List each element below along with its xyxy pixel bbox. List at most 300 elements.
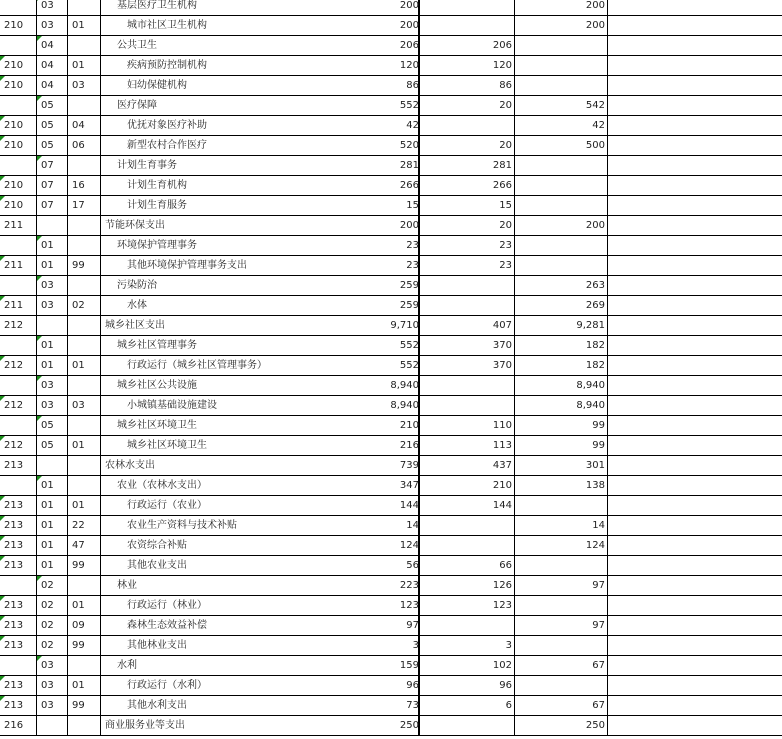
section-code-cell[interactable]: 22 bbox=[68, 516, 101, 536]
section-code-cell[interactable] bbox=[68, 416, 101, 436]
basic-expenditure-cell[interactable] bbox=[420, 516, 515, 536]
basic-expenditure-cell[interactable]: 206 bbox=[420, 36, 515, 56]
basic-expenditure-cell[interactable] bbox=[420, 536, 515, 556]
kind-code-cell[interactable]: 213 bbox=[0, 516, 37, 536]
subject-name-cell[interactable]: 行政运行（林业） bbox=[101, 596, 419, 616]
kind-code-cell[interactable]: 212 bbox=[0, 356, 37, 376]
total-amount[interactable]: 97 bbox=[406, 620, 419, 631]
subject-name-cell[interactable]: 行政运行（农业） bbox=[101, 496, 419, 516]
section-code-cell[interactable]: 01 bbox=[68, 16, 101, 36]
empty-cell[interactable] bbox=[608, 536, 782, 556]
subject-name-cell[interactable]: 节能环保支出 bbox=[101, 216, 419, 236]
total-amount[interactable]: 23 bbox=[406, 240, 419, 251]
empty-cell[interactable] bbox=[608, 156, 782, 176]
basic-expenditure-cell[interactable] bbox=[420, 376, 515, 396]
section-code-cell[interactable] bbox=[68, 716, 101, 736]
empty-cell[interactable] bbox=[608, 96, 782, 116]
empty-cell[interactable] bbox=[608, 236, 782, 256]
subject-name-cell[interactable]: 行政运行（水利） bbox=[101, 676, 419, 696]
subject-name-cell[interactable]: 农资综合补贴 bbox=[101, 536, 419, 556]
total-amount[interactable]: 124 bbox=[399, 540, 419, 551]
basic-expenditure-cell[interactable]: 120 bbox=[420, 56, 515, 76]
kind-code-cell[interactable]: 213 bbox=[0, 536, 37, 556]
item-code-cell[interactable]: 01 bbox=[37, 356, 68, 376]
item-code-cell[interactable]: 02 bbox=[37, 596, 68, 616]
subject-name-cell[interactable]: 水体 bbox=[101, 296, 419, 316]
section-code-cell[interactable] bbox=[68, 316, 101, 336]
section-code-cell[interactable]: 01 bbox=[68, 596, 101, 616]
basic-expenditure-cell[interactable]: 6 bbox=[420, 696, 515, 716]
total-amount[interactable]: 96 bbox=[406, 680, 419, 691]
empty-cell[interactable] bbox=[608, 636, 782, 656]
item-code-cell[interactable]: 02 bbox=[37, 636, 68, 656]
total-amount[interactable]: 14 bbox=[406, 520, 419, 531]
total-amount[interactable]: 259 bbox=[399, 300, 419, 311]
empty-cell[interactable] bbox=[608, 276, 782, 296]
project-expenditure-cell[interactable] bbox=[515, 76, 608, 96]
empty-cell[interactable] bbox=[608, 716, 782, 736]
total-amount[interactable]: 200 bbox=[399, 20, 419, 31]
subject-name-cell[interactable]: 商业服务业等支出 bbox=[101, 716, 419, 736]
item-code-cell[interactable]: 05 bbox=[37, 96, 68, 116]
subject-name-cell[interactable]: 其他环境保护管理事务支出 bbox=[101, 256, 419, 276]
subject-name-cell[interactable]: 农业生产资料与技术补贴 bbox=[101, 516, 419, 536]
item-code-cell[interactable]: 01 bbox=[37, 256, 68, 276]
kind-code-cell[interactable] bbox=[0, 576, 37, 596]
subject-name-cell[interactable]: 妇幼保健机构 bbox=[101, 76, 419, 96]
empty-cell[interactable] bbox=[608, 76, 782, 96]
section-code-cell[interactable]: 03 bbox=[68, 76, 101, 96]
subject-name-cell[interactable]: 行政运行（城乡社区管理事务） bbox=[101, 356, 419, 376]
item-code-cell[interactable]: 01 bbox=[37, 336, 68, 356]
item-code-cell[interactable]: 03 bbox=[37, 16, 68, 36]
kind-code-cell[interactable]: 210 bbox=[0, 116, 37, 136]
project-expenditure-cell[interactable]: 182 bbox=[515, 336, 608, 356]
item-code-cell[interactable]: 01 bbox=[37, 516, 68, 536]
basic-expenditure-cell[interactable] bbox=[420, 296, 515, 316]
kind-code-cell[interactable]: 211 bbox=[0, 296, 37, 316]
kind-code-cell[interactable]: 211 bbox=[0, 256, 37, 276]
kind-code-cell[interactable]: 213 bbox=[0, 596, 37, 616]
project-expenditure-cell[interactable]: 263 bbox=[515, 276, 608, 296]
total-amount[interactable]: 56 bbox=[406, 560, 419, 571]
item-code-cell[interactable]: 05 bbox=[37, 136, 68, 156]
item-code-cell[interactable]: 01 bbox=[37, 536, 68, 556]
section-code-cell[interactable] bbox=[68, 156, 101, 176]
empty-cell[interactable] bbox=[608, 416, 782, 436]
basic-expenditure-cell[interactable]: 20 bbox=[420, 96, 515, 116]
empty-cell[interactable] bbox=[608, 616, 782, 636]
section-code-cell[interactable]: 16 bbox=[68, 176, 101, 196]
basic-expenditure-cell[interactable] bbox=[420, 0, 515, 16]
subject-name-cell[interactable]: 城市社区卫生机构 bbox=[101, 16, 419, 36]
project-expenditure-cell[interactable] bbox=[515, 496, 608, 516]
subject-name-cell[interactable]: 城乡社区环境卫生 bbox=[101, 416, 419, 436]
project-expenditure-cell[interactable]: 301 bbox=[515, 456, 608, 476]
basic-expenditure-cell[interactable]: 123 bbox=[420, 596, 515, 616]
basic-expenditure-cell[interactable]: 110 bbox=[420, 416, 515, 436]
total-amount[interactable]: 200 bbox=[399, 220, 419, 231]
item-code-cell[interactable]: 04 bbox=[37, 56, 68, 76]
empty-cell[interactable] bbox=[608, 516, 782, 536]
kind-code-cell[interactable]: 216 bbox=[0, 716, 37, 736]
subject-name-cell[interactable]: 污染防治 bbox=[101, 276, 419, 296]
basic-expenditure-cell[interactable]: 113 bbox=[420, 436, 515, 456]
basic-expenditure-cell[interactable]: 20 bbox=[420, 136, 515, 156]
project-expenditure-cell[interactable] bbox=[515, 36, 608, 56]
total-amount[interactable]: 250 bbox=[399, 720, 419, 731]
section-code-cell[interactable] bbox=[68, 36, 101, 56]
total-amount[interactable]: 15 bbox=[406, 200, 419, 211]
section-code-cell[interactable] bbox=[68, 656, 101, 676]
kind-code-cell[interactable]: 212 bbox=[0, 396, 37, 416]
empty-cell[interactable] bbox=[608, 316, 782, 336]
item-code-cell[interactable]: 01 bbox=[37, 476, 68, 496]
empty-cell[interactable] bbox=[608, 0, 782, 16]
project-expenditure-cell[interactable] bbox=[515, 596, 608, 616]
kind-code-cell[interactable] bbox=[0, 236, 37, 256]
kind-code-cell[interactable] bbox=[0, 0, 37, 16]
empty-cell[interactable] bbox=[608, 396, 782, 416]
basic-expenditure-cell[interactable]: 20 bbox=[420, 216, 515, 236]
item-code-cell[interactable]: 07 bbox=[37, 176, 68, 196]
subject-name-cell[interactable]: 林业 bbox=[101, 576, 419, 596]
empty-cell[interactable] bbox=[608, 676, 782, 696]
total-amount[interactable]: 210 bbox=[399, 420, 419, 431]
basic-expenditure-cell[interactable]: 96 bbox=[420, 676, 515, 696]
kind-code-cell[interactable] bbox=[0, 156, 37, 176]
basic-expenditure-cell[interactable]: 23 bbox=[420, 256, 515, 276]
item-code-cell[interactable]: 02 bbox=[37, 616, 68, 636]
project-expenditure-cell[interactable]: 200 bbox=[515, 216, 608, 236]
section-code-cell[interactable] bbox=[68, 236, 101, 256]
total-amount[interactable]: 281 bbox=[399, 160, 419, 171]
total-amount[interactable]: 159 bbox=[399, 660, 419, 671]
subject-name-cell[interactable]: 其他农业支出 bbox=[101, 556, 419, 576]
item-code-cell[interactable]: 03 bbox=[37, 0, 68, 16]
section-code-cell[interactable]: 01 bbox=[68, 676, 101, 696]
total-amount[interactable]: 259 bbox=[399, 280, 419, 291]
basic-expenditure-cell[interactable]: 102 bbox=[420, 656, 515, 676]
total-amount[interactable]: 739 bbox=[399, 460, 419, 471]
total-amount[interactable]: 552 bbox=[399, 100, 419, 111]
empty-cell[interactable] bbox=[608, 436, 782, 456]
item-code-cell[interactable]: 02 bbox=[37, 576, 68, 596]
section-code-cell[interactable]: 01 bbox=[68, 356, 101, 376]
item-code-cell[interactable]: 03 bbox=[37, 696, 68, 716]
subject-name-cell[interactable]: 城乡社区环境卫生 bbox=[101, 436, 419, 456]
kind-code-cell[interactable] bbox=[0, 276, 37, 296]
section-code-cell[interactable]: 17 bbox=[68, 196, 101, 216]
basic-expenditure-cell[interactable] bbox=[420, 16, 515, 36]
kind-code-cell[interactable]: 210 bbox=[0, 136, 37, 156]
total-amount[interactable]: 73 bbox=[406, 700, 419, 711]
empty-cell[interactable] bbox=[608, 216, 782, 236]
item-code-cell[interactable]: 01 bbox=[37, 496, 68, 516]
item-code-cell[interactable]: 01 bbox=[37, 236, 68, 256]
subject-name-cell[interactable]: 森林生态效益补偿 bbox=[101, 616, 419, 636]
project-expenditure-cell[interactable]: 8,940 bbox=[515, 376, 608, 396]
project-expenditure-cell[interactable]: 97 bbox=[515, 616, 608, 636]
project-expenditure-cell[interactable]: 250 bbox=[515, 716, 608, 736]
basic-expenditure-cell[interactable]: 23 bbox=[420, 236, 515, 256]
empty-cell[interactable] bbox=[608, 476, 782, 496]
kind-code-cell[interactable] bbox=[0, 96, 37, 116]
kind-code-cell[interactable] bbox=[0, 376, 37, 396]
section-code-cell[interactable]: 99 bbox=[68, 256, 101, 276]
project-expenditure-cell[interactable] bbox=[515, 256, 608, 276]
project-expenditure-cell[interactable]: 67 bbox=[515, 656, 608, 676]
project-expenditure-cell[interactable]: 124 bbox=[515, 536, 608, 556]
kind-code-cell[interactable] bbox=[0, 656, 37, 676]
kind-code-cell[interactable] bbox=[0, 336, 37, 356]
total-amount[interactable]: 144 bbox=[399, 500, 419, 511]
empty-cell[interactable] bbox=[608, 136, 782, 156]
subject-name-cell[interactable]: 其他水利支出 bbox=[101, 696, 419, 716]
project-expenditure-cell[interactable]: 182 bbox=[515, 356, 608, 376]
total-amount[interactable]: 42 bbox=[406, 120, 419, 131]
kind-code-cell[interactable]: 212 bbox=[0, 316, 37, 336]
section-code-cell[interactable] bbox=[68, 276, 101, 296]
basic-expenditure-cell[interactable] bbox=[420, 276, 515, 296]
kind-code-cell[interactable]: 210 bbox=[0, 196, 37, 216]
basic-expenditure-cell[interactable] bbox=[420, 716, 515, 736]
project-expenditure-cell[interactable]: 138 bbox=[515, 476, 608, 496]
table-row bbox=[0, 436, 782, 456]
subject-name-cell[interactable]: 农业（农林水支出） bbox=[101, 476, 419, 496]
empty-cell[interactable] bbox=[608, 356, 782, 376]
project-expenditure-cell[interactable] bbox=[515, 176, 608, 196]
total-amount[interactable]: 123 bbox=[399, 600, 419, 611]
project-expenditure-cell[interactable] bbox=[515, 156, 608, 176]
item-code-cell[interactable] bbox=[37, 716, 68, 736]
basic-expenditure-cell[interactable] bbox=[420, 616, 515, 636]
section-code-cell[interactable]: 99 bbox=[68, 636, 101, 656]
empty-cell[interactable] bbox=[608, 596, 782, 616]
kind-code-cell[interactable] bbox=[0, 476, 37, 496]
basic-expenditure-cell[interactable]: 370 bbox=[420, 336, 515, 356]
project-expenditure-cell[interactable]: 269 bbox=[515, 296, 608, 316]
basic-expenditure-cell[interactable]: 66 bbox=[420, 556, 515, 576]
section-code-cell[interactable] bbox=[68, 96, 101, 116]
kind-code-cell[interactable] bbox=[0, 416, 37, 436]
project-expenditure-cell[interactable]: 200 bbox=[515, 16, 608, 36]
empty-cell[interactable] bbox=[608, 556, 782, 576]
section-code-cell[interactable]: 04 bbox=[68, 116, 101, 136]
item-code-cell[interactable]: 03 bbox=[37, 656, 68, 676]
empty-cell[interactable] bbox=[608, 696, 782, 716]
subject-name-cell[interactable]: 计划生育机构 bbox=[101, 176, 419, 196]
empty-cell[interactable] bbox=[608, 176, 782, 196]
kind-code-cell[interactable]: 211 bbox=[0, 216, 37, 236]
kind-code-cell[interactable]: 212 bbox=[0, 436, 37, 456]
item-code-cell[interactable]: 03 bbox=[37, 276, 68, 296]
subject-name-cell[interactable]: 城乡社区管理事务 bbox=[101, 336, 419, 356]
section-code-cell[interactable]: 01 bbox=[68, 436, 101, 456]
kind-code-cell[interactable]: 210 bbox=[0, 56, 37, 76]
empty-cell[interactable] bbox=[608, 36, 782, 56]
section-code-cell[interactable] bbox=[68, 0, 101, 16]
section-code-cell[interactable]: 02 bbox=[68, 296, 101, 316]
kind-code-cell[interactable]: 213 bbox=[0, 556, 37, 576]
project-expenditure-cell[interactable]: 99 bbox=[515, 416, 608, 436]
item-code-cell[interactable]: 07 bbox=[37, 156, 68, 176]
project-expenditure-cell[interactable]: 200 bbox=[515, 0, 608, 16]
kind-code-cell[interactable]: 210 bbox=[0, 16, 37, 36]
section-code-cell[interactable]: 47 bbox=[68, 536, 101, 556]
empty-cell[interactable] bbox=[608, 456, 782, 476]
kind-code-cell[interactable]: 213 bbox=[0, 456, 37, 476]
total-amount[interactable]: 223 bbox=[399, 580, 419, 591]
kind-code-cell[interactable]: 213 bbox=[0, 496, 37, 516]
empty-cell[interactable] bbox=[608, 296, 782, 316]
table-row bbox=[0, 316, 782, 336]
item-code-cell[interactable]: 05 bbox=[37, 416, 68, 436]
subject-name-cell[interactable]: 小城镇基础设施建设 bbox=[101, 396, 419, 416]
subject-name-cell[interactable]: 农林水支出 bbox=[101, 456, 419, 476]
subject-name-cell[interactable]: 城乡社区公共设施 bbox=[101, 376, 419, 396]
subject-name-cell[interactable]: 疾病预防控制机构 bbox=[101, 56, 419, 76]
project-expenditure-cell[interactable]: 42 bbox=[515, 116, 608, 136]
section-code-cell[interactable]: 06 bbox=[68, 136, 101, 156]
total-amount[interactable]: 266 bbox=[399, 180, 419, 191]
item-code-cell[interactable] bbox=[37, 216, 68, 236]
total-amount[interactable]: 3 bbox=[412, 640, 419, 651]
total-amount[interactable]: 216 bbox=[399, 440, 419, 451]
empty-cell[interactable] bbox=[608, 116, 782, 136]
basic-expenditure-cell[interactable] bbox=[420, 396, 515, 416]
item-code-cell[interactable]: 04 bbox=[37, 36, 68, 56]
subject-name-cell[interactable]: 医疗保障 bbox=[101, 96, 419, 116]
project-expenditure-cell[interactable] bbox=[515, 676, 608, 696]
table-row bbox=[0, 596, 782, 616]
subject-name-cell[interactable]: 城乡社区支出 bbox=[101, 316, 419, 336]
subject-name-cell[interactable]: 新型农村合作医疗 bbox=[101, 136, 419, 156]
basic-expenditure-cell[interactable] bbox=[420, 116, 515, 136]
empty-cell[interactable] bbox=[608, 256, 782, 276]
basic-expenditure-cell[interactable]: 437 bbox=[420, 456, 515, 476]
project-expenditure-cell[interactable]: 9,281 bbox=[515, 316, 608, 336]
subject-name-cell[interactable]: 计划生育服务 bbox=[101, 196, 419, 216]
empty-cell[interactable] bbox=[608, 16, 782, 36]
total-amount[interactable]: 552 bbox=[399, 360, 419, 371]
item-code-cell[interactable]: 07 bbox=[37, 196, 68, 216]
section-code-cell[interactable]: 01 bbox=[68, 496, 101, 516]
empty-cell[interactable] bbox=[608, 656, 782, 676]
table-row bbox=[0, 716, 782, 736]
subject-name-cell[interactable]: 水利 bbox=[101, 656, 419, 676]
project-expenditure-cell[interactable] bbox=[515, 196, 608, 216]
item-code-cell[interactable]: 05 bbox=[37, 116, 68, 136]
basic-expenditure-cell[interactable]: 126 bbox=[420, 576, 515, 596]
subject-name-cell[interactable]: 环境保护管理事务 bbox=[101, 236, 419, 256]
subject-name-cell[interactable]: 基层医疗卫生机构 bbox=[101, 0, 419, 16]
total-amount[interactable]: 206 bbox=[399, 40, 419, 51]
kind-code-cell[interactable]: 213 bbox=[0, 616, 37, 636]
item-code-cell[interactable]: 03 bbox=[37, 376, 68, 396]
item-code-cell[interactable]: 04 bbox=[37, 76, 68, 96]
kind-code-cell[interactable]: 213 bbox=[0, 636, 37, 656]
total-amount[interactable]: 120 bbox=[399, 60, 419, 71]
empty-cell[interactable] bbox=[608, 576, 782, 596]
section-code-cell[interactable]: 99 bbox=[68, 696, 101, 716]
project-expenditure-cell[interactable] bbox=[515, 636, 608, 656]
project-expenditure-cell[interactable]: 500 bbox=[515, 136, 608, 156]
item-code-cell[interactable]: 01 bbox=[37, 556, 68, 576]
project-expenditure-cell[interactable] bbox=[515, 236, 608, 256]
total-amount[interactable]: 552 bbox=[399, 340, 419, 351]
subject-name-cell[interactable]: 计划生育事务 bbox=[101, 156, 419, 176]
kind-code-cell[interactable] bbox=[0, 36, 37, 56]
total-amount[interactable]: 9,710 bbox=[390, 320, 419, 331]
total-amount[interactable]: 86 bbox=[406, 80, 419, 91]
empty-cell[interactable] bbox=[608, 336, 782, 356]
project-expenditure-cell[interactable]: 542 bbox=[515, 96, 608, 116]
item-code-cell[interactable] bbox=[37, 456, 68, 476]
basic-expenditure-cell[interactable]: 86 bbox=[420, 76, 515, 96]
basic-expenditure-cell[interactable]: 3 bbox=[420, 636, 515, 656]
project-expenditure-cell[interactable]: 67 bbox=[515, 696, 608, 716]
kind-code-cell[interactable]: 213 bbox=[0, 696, 37, 716]
section-code-cell[interactable]: 01 bbox=[68, 56, 101, 76]
section-code-cell[interactable] bbox=[68, 456, 101, 476]
item-code-cell[interactable]: 03 bbox=[37, 676, 68, 696]
total-amount[interactable]: 8,940 bbox=[390, 380, 419, 391]
section-code-cell[interactable]: 03 bbox=[68, 396, 101, 416]
total-amount[interactable]: 347 bbox=[399, 480, 419, 491]
kind-code-cell[interactable]: 210 bbox=[0, 176, 37, 196]
project-expenditure-cell[interactable]: 14 bbox=[515, 516, 608, 536]
item-code-cell[interactable]: 03 bbox=[37, 396, 68, 416]
project-expenditure-cell[interactable] bbox=[515, 556, 608, 576]
basic-expenditure-cell[interactable]: 281 bbox=[420, 156, 515, 176]
total-amount[interactable]: 200 bbox=[399, 0, 419, 11]
empty-cell[interactable] bbox=[608, 196, 782, 216]
section-code-cell[interactable]: 09 bbox=[68, 616, 101, 636]
subject-name-cell[interactable]: 优抚对象医疗补助 bbox=[101, 116, 419, 136]
basic-expenditure-cell[interactable]: 15 bbox=[420, 196, 515, 216]
project-expenditure-cell[interactable]: 99 bbox=[515, 436, 608, 456]
project-expenditure-cell[interactable] bbox=[515, 56, 608, 76]
basic-expenditure-cell[interactable]: 407 bbox=[420, 316, 515, 336]
basic-expenditure-cell[interactable]: 370 bbox=[420, 356, 515, 376]
project-expenditure-cell[interactable]: 8,940 bbox=[515, 396, 608, 416]
section-code-cell[interactable] bbox=[68, 476, 101, 496]
basic-expenditure-cell[interactable]: 210 bbox=[420, 476, 515, 496]
item-code-cell[interactable]: 05 bbox=[37, 436, 68, 456]
kind-code-cell[interactable]: 210 bbox=[0, 76, 37, 96]
item-code-cell[interactable]: 03 bbox=[37, 296, 68, 316]
subject-name-cell[interactable]: 其他林业支出 bbox=[101, 636, 419, 656]
total-amount[interactable]: 520 bbox=[399, 140, 419, 151]
kind-code-cell[interactable]: 213 bbox=[0, 676, 37, 696]
item-code-cell[interactable] bbox=[37, 316, 68, 336]
total-amount[interactable]: 23 bbox=[406, 260, 419, 271]
subject-name-cell[interactable]: 公共卫生 bbox=[101, 36, 419, 56]
empty-cell[interactable] bbox=[608, 496, 782, 516]
project-expenditure-cell[interactable]: 97 bbox=[515, 576, 608, 596]
basic-expenditure-cell[interactable]: 266 bbox=[420, 176, 515, 196]
basic-expenditure-cell[interactable]: 144 bbox=[420, 496, 515, 516]
section-code-cell[interactable] bbox=[68, 216, 101, 236]
section-code-cell[interactable] bbox=[68, 336, 101, 356]
total-amount[interactable]: 8,940 bbox=[390, 400, 419, 411]
section-code-cell[interactable] bbox=[68, 576, 101, 596]
empty-cell[interactable] bbox=[608, 56, 782, 76]
empty-cell[interactable] bbox=[608, 376, 782, 396]
section-code-cell[interactable]: 99 bbox=[68, 556, 101, 576]
section-code-cell[interactable] bbox=[68, 376, 101, 396]
